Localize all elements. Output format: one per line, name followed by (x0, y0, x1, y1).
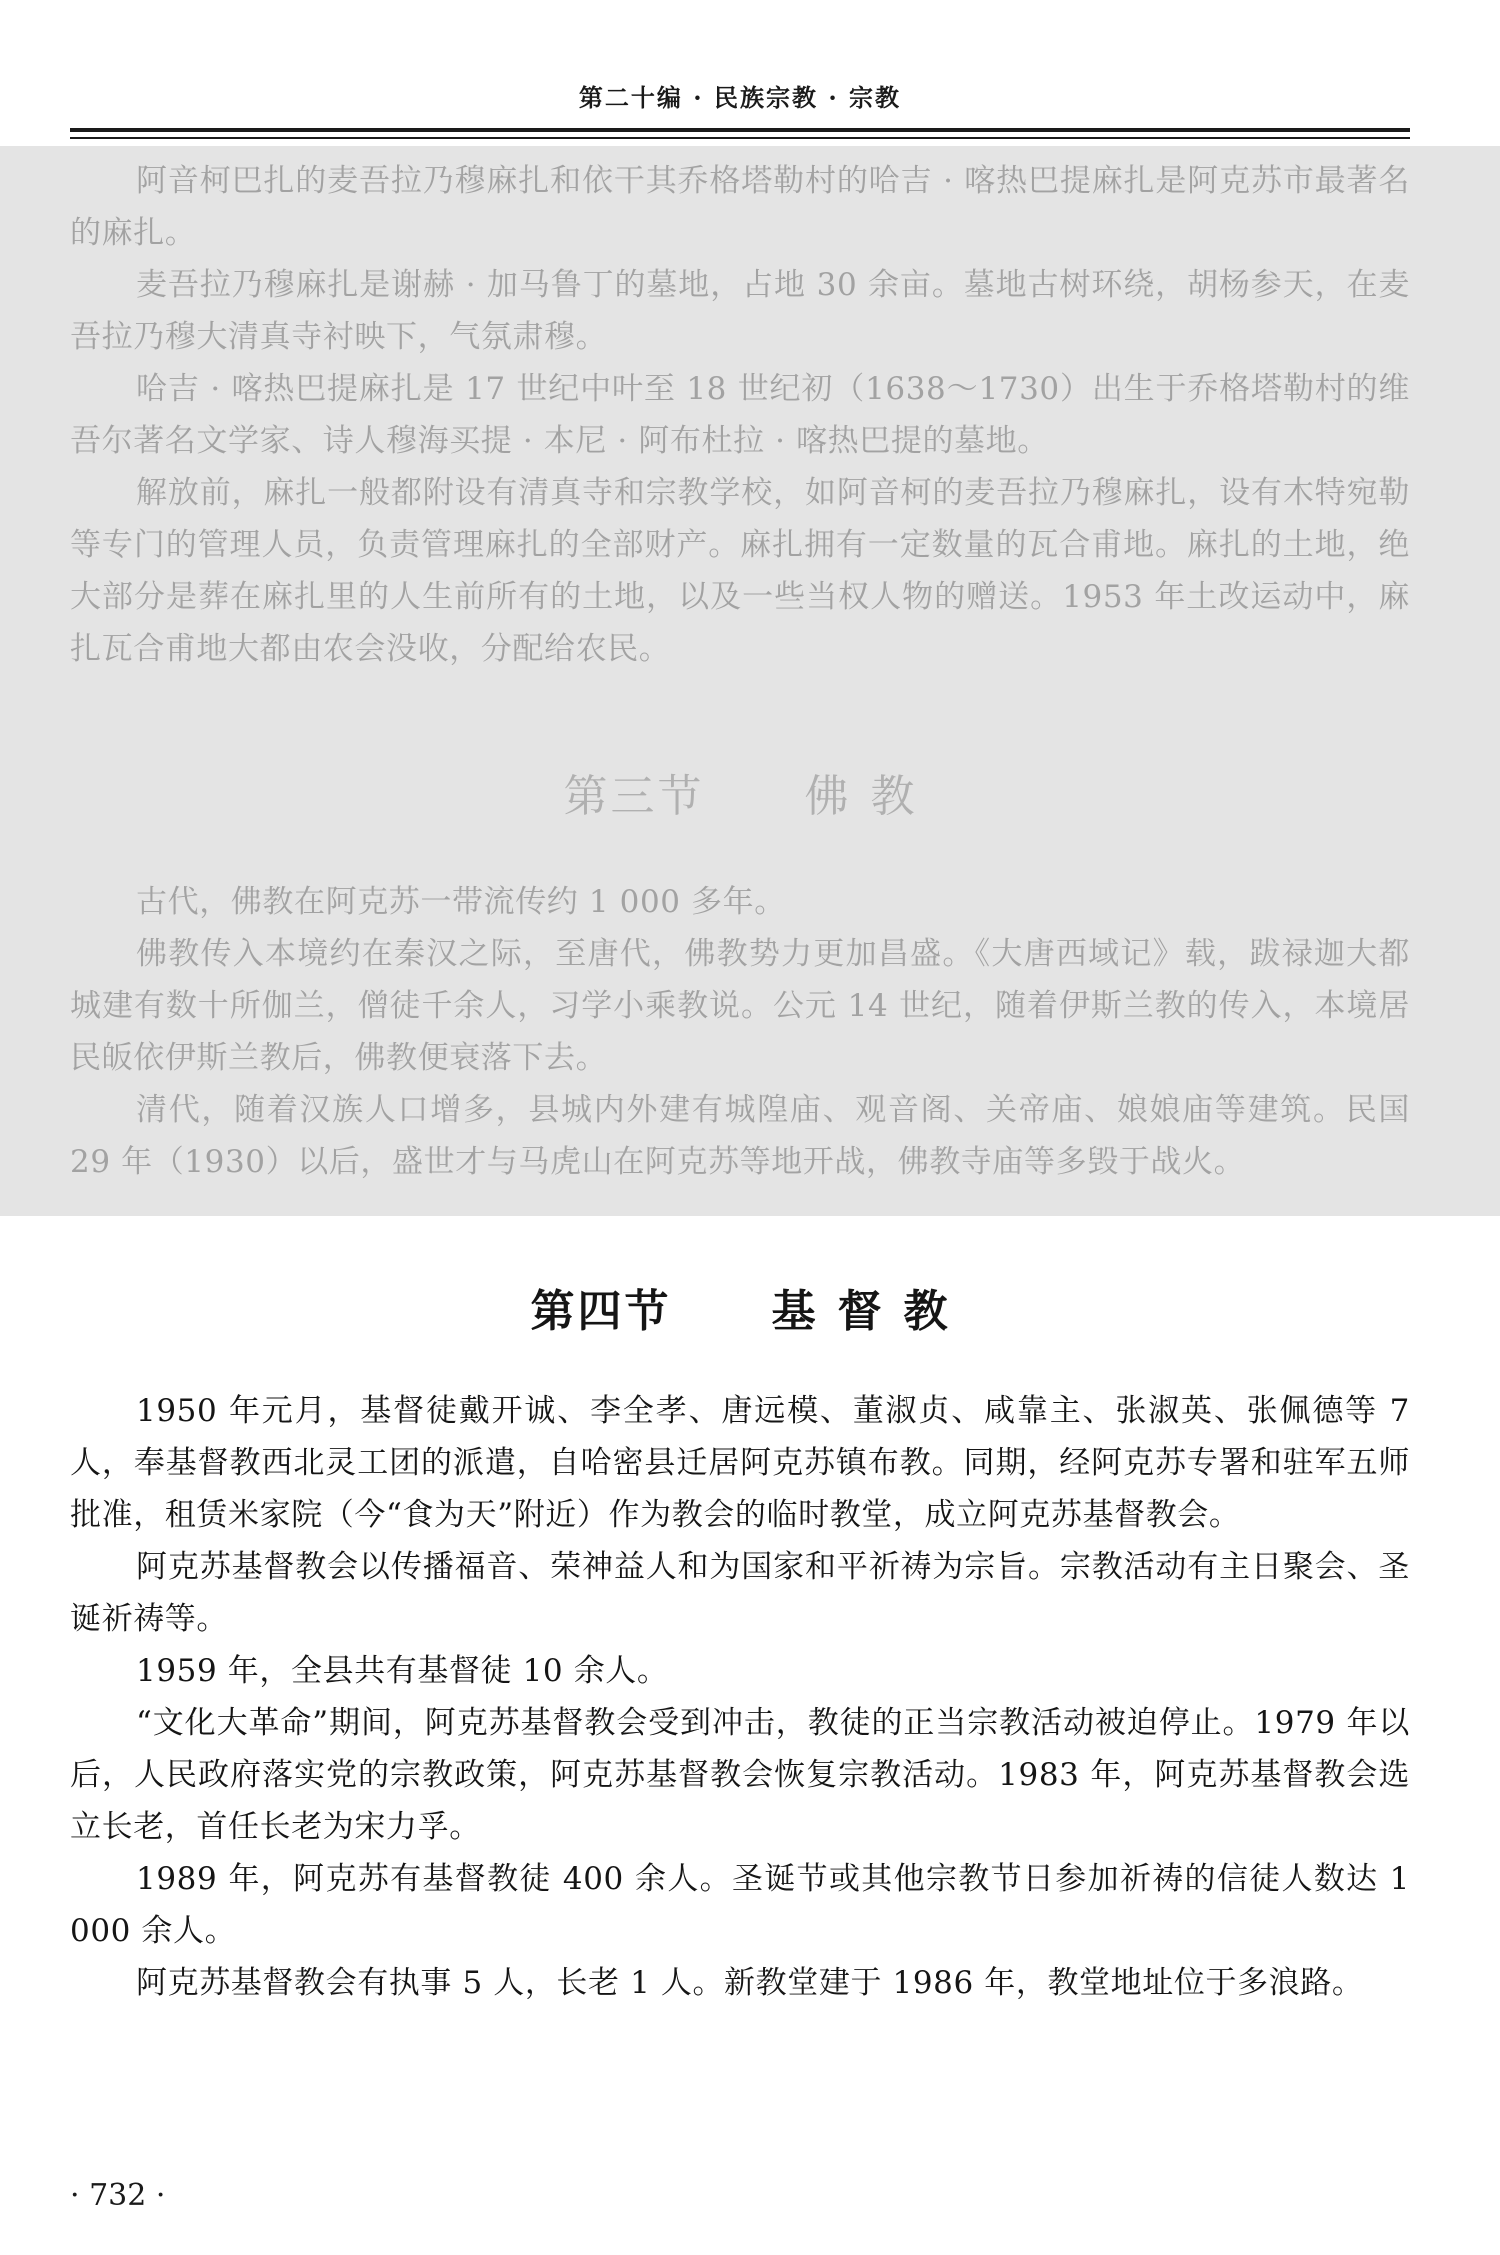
paragraph: 麦吾拉乃穆麻扎是谢赫 · 加马鲁丁的墓地，占地 30 余亩。墓地古树环绕，胡杨参天，在麦吾拉乃穆大清真寺衬映下，气氛肃穆。 (70, 267, 1410, 355)
paragraph: 1989 年，阿克苏有基督教徒 400 余人。圣诞节或其他宗教节日参加祈祷的信徒人数达 1 000 余人。 (70, 1861, 1410, 1949)
paragraph: 阿克苏基督教会以传播福音、荣神益人和为国家和平祈祷为宗旨。宗教活动有主日聚会、圣诞祈祷等。 (70, 1549, 1410, 1637)
paragraph: 阿克苏基督教会有执事 5 人，长老 1 人。新教堂建于 1986 年，教堂地址位于多浪路。 (136, 1965, 1364, 2001)
header-rule-thin (70, 137, 1410, 139)
section-3-title (0, 760, 1500, 824)
header-rule-thick (70, 128, 1410, 132)
paragraph: 清代，随着汉族人口增多，县城内外建有城隍庙、观音阁、关帝庙、娘娘庙等建筑。民国 29 年（1930）以后，盛世才与马虎山在阿克苏等地开战，佛教寺庙等多毁于战火。 (70, 1092, 1410, 1180)
paragraph: 古代，佛教在阿克苏一带流传约 1 000 多年。 (136, 884, 786, 920)
paragraph: 哈吉 · 喀热巴提麻扎是 17 世纪中叶至 18 世纪初（1638～1730）出生于乔格塔勒村的维吾尔著名文学家、诗人穆海买提 · 本尼 · 阿布杜拉 · 喀热巴提的墓地。 (70, 371, 1410, 459)
section-4-number: 第四节 (530, 1286, 672, 1337)
section-4-name: 基督教 (771, 1286, 970, 1337)
paragraph: 阿音柯巴扎的麦吾拉乃穆麻扎和依干其乔格塔勒村的哈吉 · 喀热巴提麻扎是阿克苏市最著名的麻扎。 (70, 163, 1410, 251)
upper-text-block (70, 155, 1410, 675)
paragraph: 佛教传入本境约在秦汉之际，至唐代，佛教势力更加昌盛。《大唐西域记》载，跋禄迦大都城建有数十所伽兰，僧徒千余人，习学小乘教说。公元 14 世纪，随着伊斯兰教的传入，本境居民皈依伊斯兰教后，佛教便衰落下去。 (70, 936, 1410, 1076)
paragraph: “文化大革命”期间，阿克苏基督教会受到冲击，教徒的正当宗教活动被迫停止。1979 年以后，人民政府落实党的宗教政策，阿克苏基督教会恢复宗教活动。1983 年，阿克苏基督教会选立长老，首任长老为宋力孚。 (70, 1705, 1410, 1845)
paragraph: 1950 年元月，基督徒戴开诚、李全孝、唐远模、董淑贞、咸靠主、张淑英、张佩德等 7 人，奉基督教西北灵工团的派遣，自哈密县迁居阿克苏镇布教。同期，经阿克苏专署和驻军五师批准，租赁米家院（今“食为天”附近）作为教会的临时教堂，成立阿克苏基督教会。 (70, 1393, 1410, 1533)
section-3-number: 第三节 (563, 771, 705, 822)
running-header: 第二十编 · 民族宗教 · 宗教 (578, 83, 902, 112)
section-4-title (0, 1275, 1500, 1339)
page-number: · 732 · (70, 2178, 166, 2213)
paragraph: 1959 年，全县共有基督徒 10 余人。 (136, 1653, 669, 1689)
section-4-body (70, 1385, 1410, 2009)
section-3-name: 佛教 (804, 771, 937, 822)
section-3-body (70, 876, 1410, 1188)
paragraph: 解放前，麻扎一般都附设有清真寺和宗教学校，如阿音柯的麦吾拉乃穆麻扎，设有木特宛勒等专门的管理人员，负责管理麻扎的全部财产。麻扎拥有一定数量的瓦合甫地。麻扎的土地，绝大部分是葬在麻扎里的人生前所有的土地，以及一些当权人物的赠送。1953 年土改运动中，麻扎瓦合甫地大都由农会没收，分配给农民。 (70, 475, 1410, 667)
